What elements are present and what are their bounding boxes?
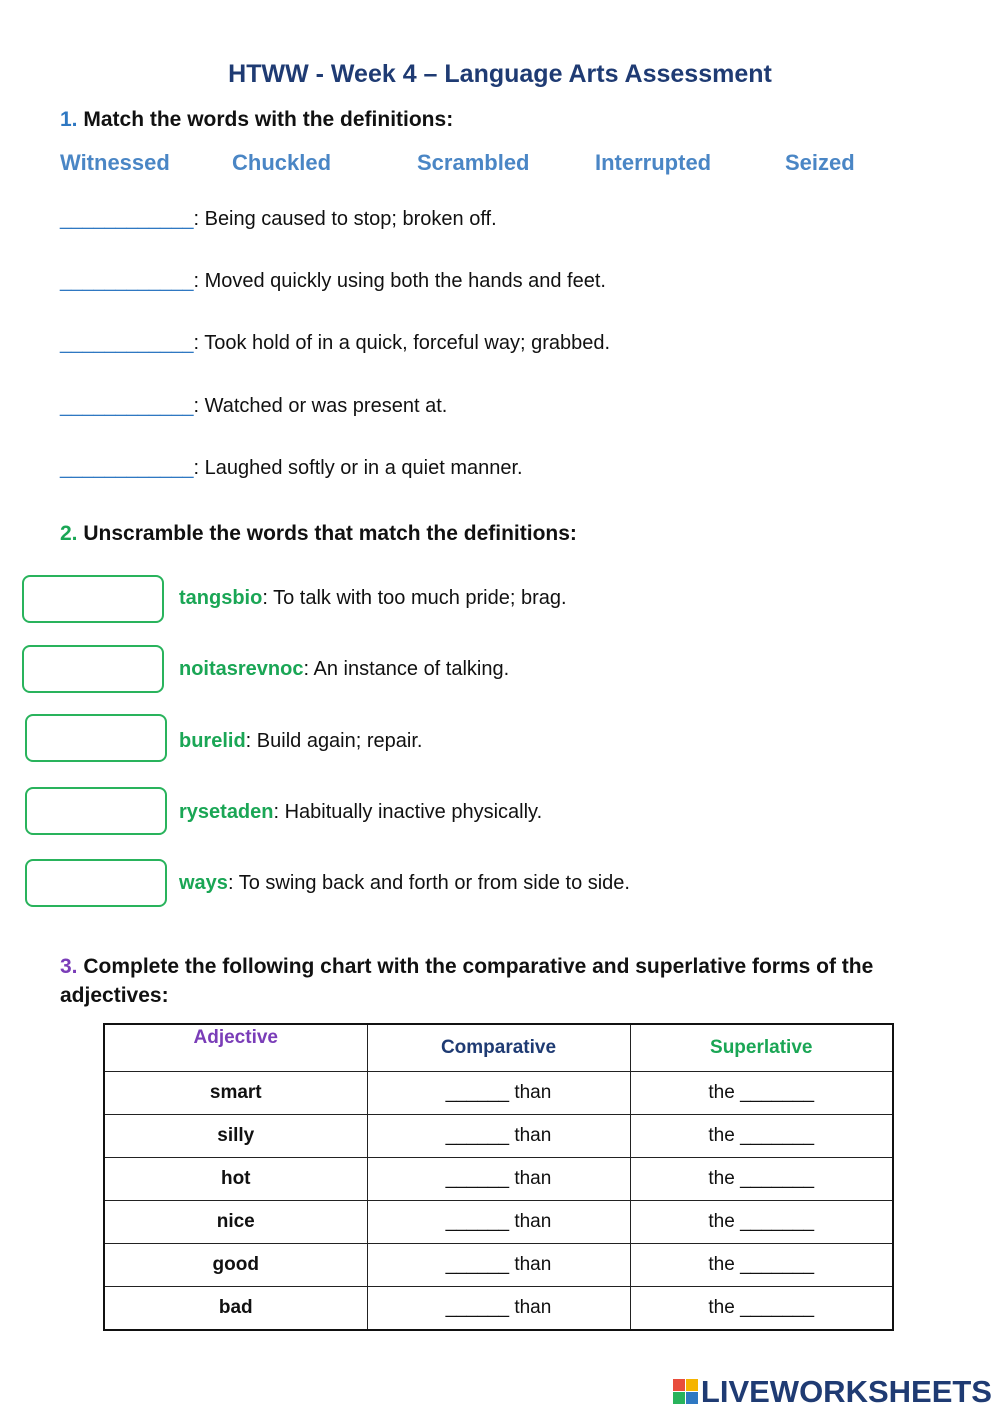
q3-heading-text: Complete the following chart with the comparative and superlative forms of the adjectives: bbox=[60, 955, 874, 1007]
answer-input-box[interactable] bbox=[22, 645, 164, 693]
scrambled-word: rysetaden bbox=[179, 801, 274, 823]
word-bank-item[interactable]: Interrupted bbox=[595, 150, 712, 175]
word-bank-item[interactable]: Witnessed bbox=[60, 150, 170, 175]
liveworksheets-logo bbox=[673, 1374, 992, 1410]
comparative-cell[interactable]: ______ than bbox=[367, 1072, 630, 1115]
answer-blank[interactable]: ____________ bbox=[60, 270, 194, 292]
liveworksheets-logo-icon bbox=[673, 1379, 699, 1405]
adjective-cell: good bbox=[104, 1244, 367, 1287]
adjective-cell: silly bbox=[104, 1115, 367, 1158]
unscramble-item bbox=[179, 658, 509, 681]
liveworksheets-logo-text: LIVEWORKSHEETS bbox=[700, 1374, 992, 1409]
definition-line bbox=[60, 208, 497, 231]
superlative-cell[interactable]: the _______ bbox=[630, 1072, 893, 1115]
definition-text: : Watched or was present at. bbox=[193, 395, 448, 417]
comparative-cell[interactable]: ______ than bbox=[367, 1158, 630, 1201]
answer-input-box[interactable] bbox=[25, 787, 167, 835]
superlative-cell[interactable]: the _______ bbox=[630, 1287, 893, 1331]
answer-input-box[interactable] bbox=[22, 575, 164, 623]
comparative-cell[interactable]: ______ than bbox=[367, 1287, 630, 1331]
definition-text: : To swing back and forth or from side to side. bbox=[227, 872, 630, 894]
adjective-chart bbox=[103, 1023, 894, 1331]
adjective-cell: nice bbox=[104, 1201, 367, 1244]
word-bank-item[interactable]: Chuckled bbox=[232, 150, 332, 175]
superlative-cell[interactable]: the _______ bbox=[630, 1201, 893, 1244]
q2-heading bbox=[60, 522, 577, 546]
definition-text: : Habitually inactive physically. bbox=[273, 801, 543, 823]
comparative-cell[interactable]: ______ than bbox=[367, 1201, 630, 1244]
comparative-cell[interactable]: ______ than bbox=[367, 1244, 630, 1287]
scrambled-word: tangsbio bbox=[179, 587, 263, 609]
q3-number: 3. bbox=[60, 955, 78, 978]
unscramble-item bbox=[179, 872, 630, 895]
superlative-cell[interactable]: the _______ bbox=[630, 1244, 893, 1287]
page-title: HTWW - Week 4 – Language Arts Assessment bbox=[228, 60, 772, 88]
definition-text: : Being caused to stop; broken off. bbox=[193, 208, 497, 230]
adjective-cell: hot bbox=[104, 1158, 367, 1201]
table-row bbox=[104, 1115, 893, 1158]
answer-blank[interactable]: ____________ bbox=[60, 395, 194, 417]
q2-heading-text: Unscramble the words that match the definitions: bbox=[83, 522, 577, 545]
definition-text: : Laughed softly or in a quiet manner. bbox=[193, 457, 523, 479]
table-row bbox=[104, 1287, 893, 1331]
definition-line bbox=[60, 332, 610, 355]
comparative-cell[interactable]: ______ than bbox=[367, 1115, 630, 1158]
table-row bbox=[104, 1244, 893, 1287]
scrambled-word: burelid bbox=[179, 730, 246, 752]
unscramble-item bbox=[179, 730, 422, 753]
unscramble-item bbox=[179, 801, 542, 824]
definition-text: : To talk with too much pride; brag. bbox=[262, 587, 567, 609]
definition-text: : Build again; repair. bbox=[245, 730, 423, 752]
scrambled-word: ways bbox=[179, 872, 228, 894]
table-row bbox=[104, 1072, 893, 1115]
definition-text: : An instance of talking. bbox=[303, 658, 510, 680]
header-adjective: Adjective bbox=[104, 1024, 367, 1072]
answer-input-box[interactable] bbox=[25, 714, 167, 762]
answer-blank[interactable]: ____________ bbox=[60, 208, 194, 230]
q3-heading bbox=[60, 952, 950, 1010]
chart-header-row bbox=[104, 1024, 893, 1072]
definition-text: : Moved quickly using both the hands and feet. bbox=[193, 270, 606, 292]
header-superlative: Superlative bbox=[630, 1024, 893, 1072]
superlative-cell[interactable]: the _______ bbox=[630, 1115, 893, 1158]
adjective-cell: smart bbox=[104, 1072, 367, 1115]
table-row bbox=[104, 1201, 893, 1244]
q1-heading bbox=[60, 108, 453, 132]
answer-blank[interactable]: ____________ bbox=[60, 457, 194, 479]
definition-line bbox=[60, 395, 447, 418]
unscramble-item bbox=[179, 587, 567, 610]
definition-line bbox=[60, 270, 606, 293]
table-row bbox=[104, 1158, 893, 1201]
answer-input-box[interactable] bbox=[25, 859, 167, 907]
q1-number: 1. bbox=[60, 108, 78, 131]
superlative-cell[interactable]: the _______ bbox=[630, 1158, 893, 1201]
q2-number: 2. bbox=[60, 522, 78, 545]
scrambled-word: noitasrevnoc bbox=[179, 658, 304, 680]
word-bank-item[interactable]: Seized bbox=[785, 150, 855, 175]
definition-text: : Took hold of in a quick, forceful way; grabbed. bbox=[193, 332, 611, 354]
definition-line bbox=[60, 457, 523, 480]
header-comparative: Comparative bbox=[367, 1024, 630, 1072]
adjective-cell: bad bbox=[104, 1287, 367, 1331]
q1-heading-text: Match the words with the definitions: bbox=[83, 108, 454, 131]
word-bank-item[interactable]: Scrambled bbox=[417, 150, 530, 175]
answer-blank[interactable]: ____________ bbox=[60, 332, 194, 354]
